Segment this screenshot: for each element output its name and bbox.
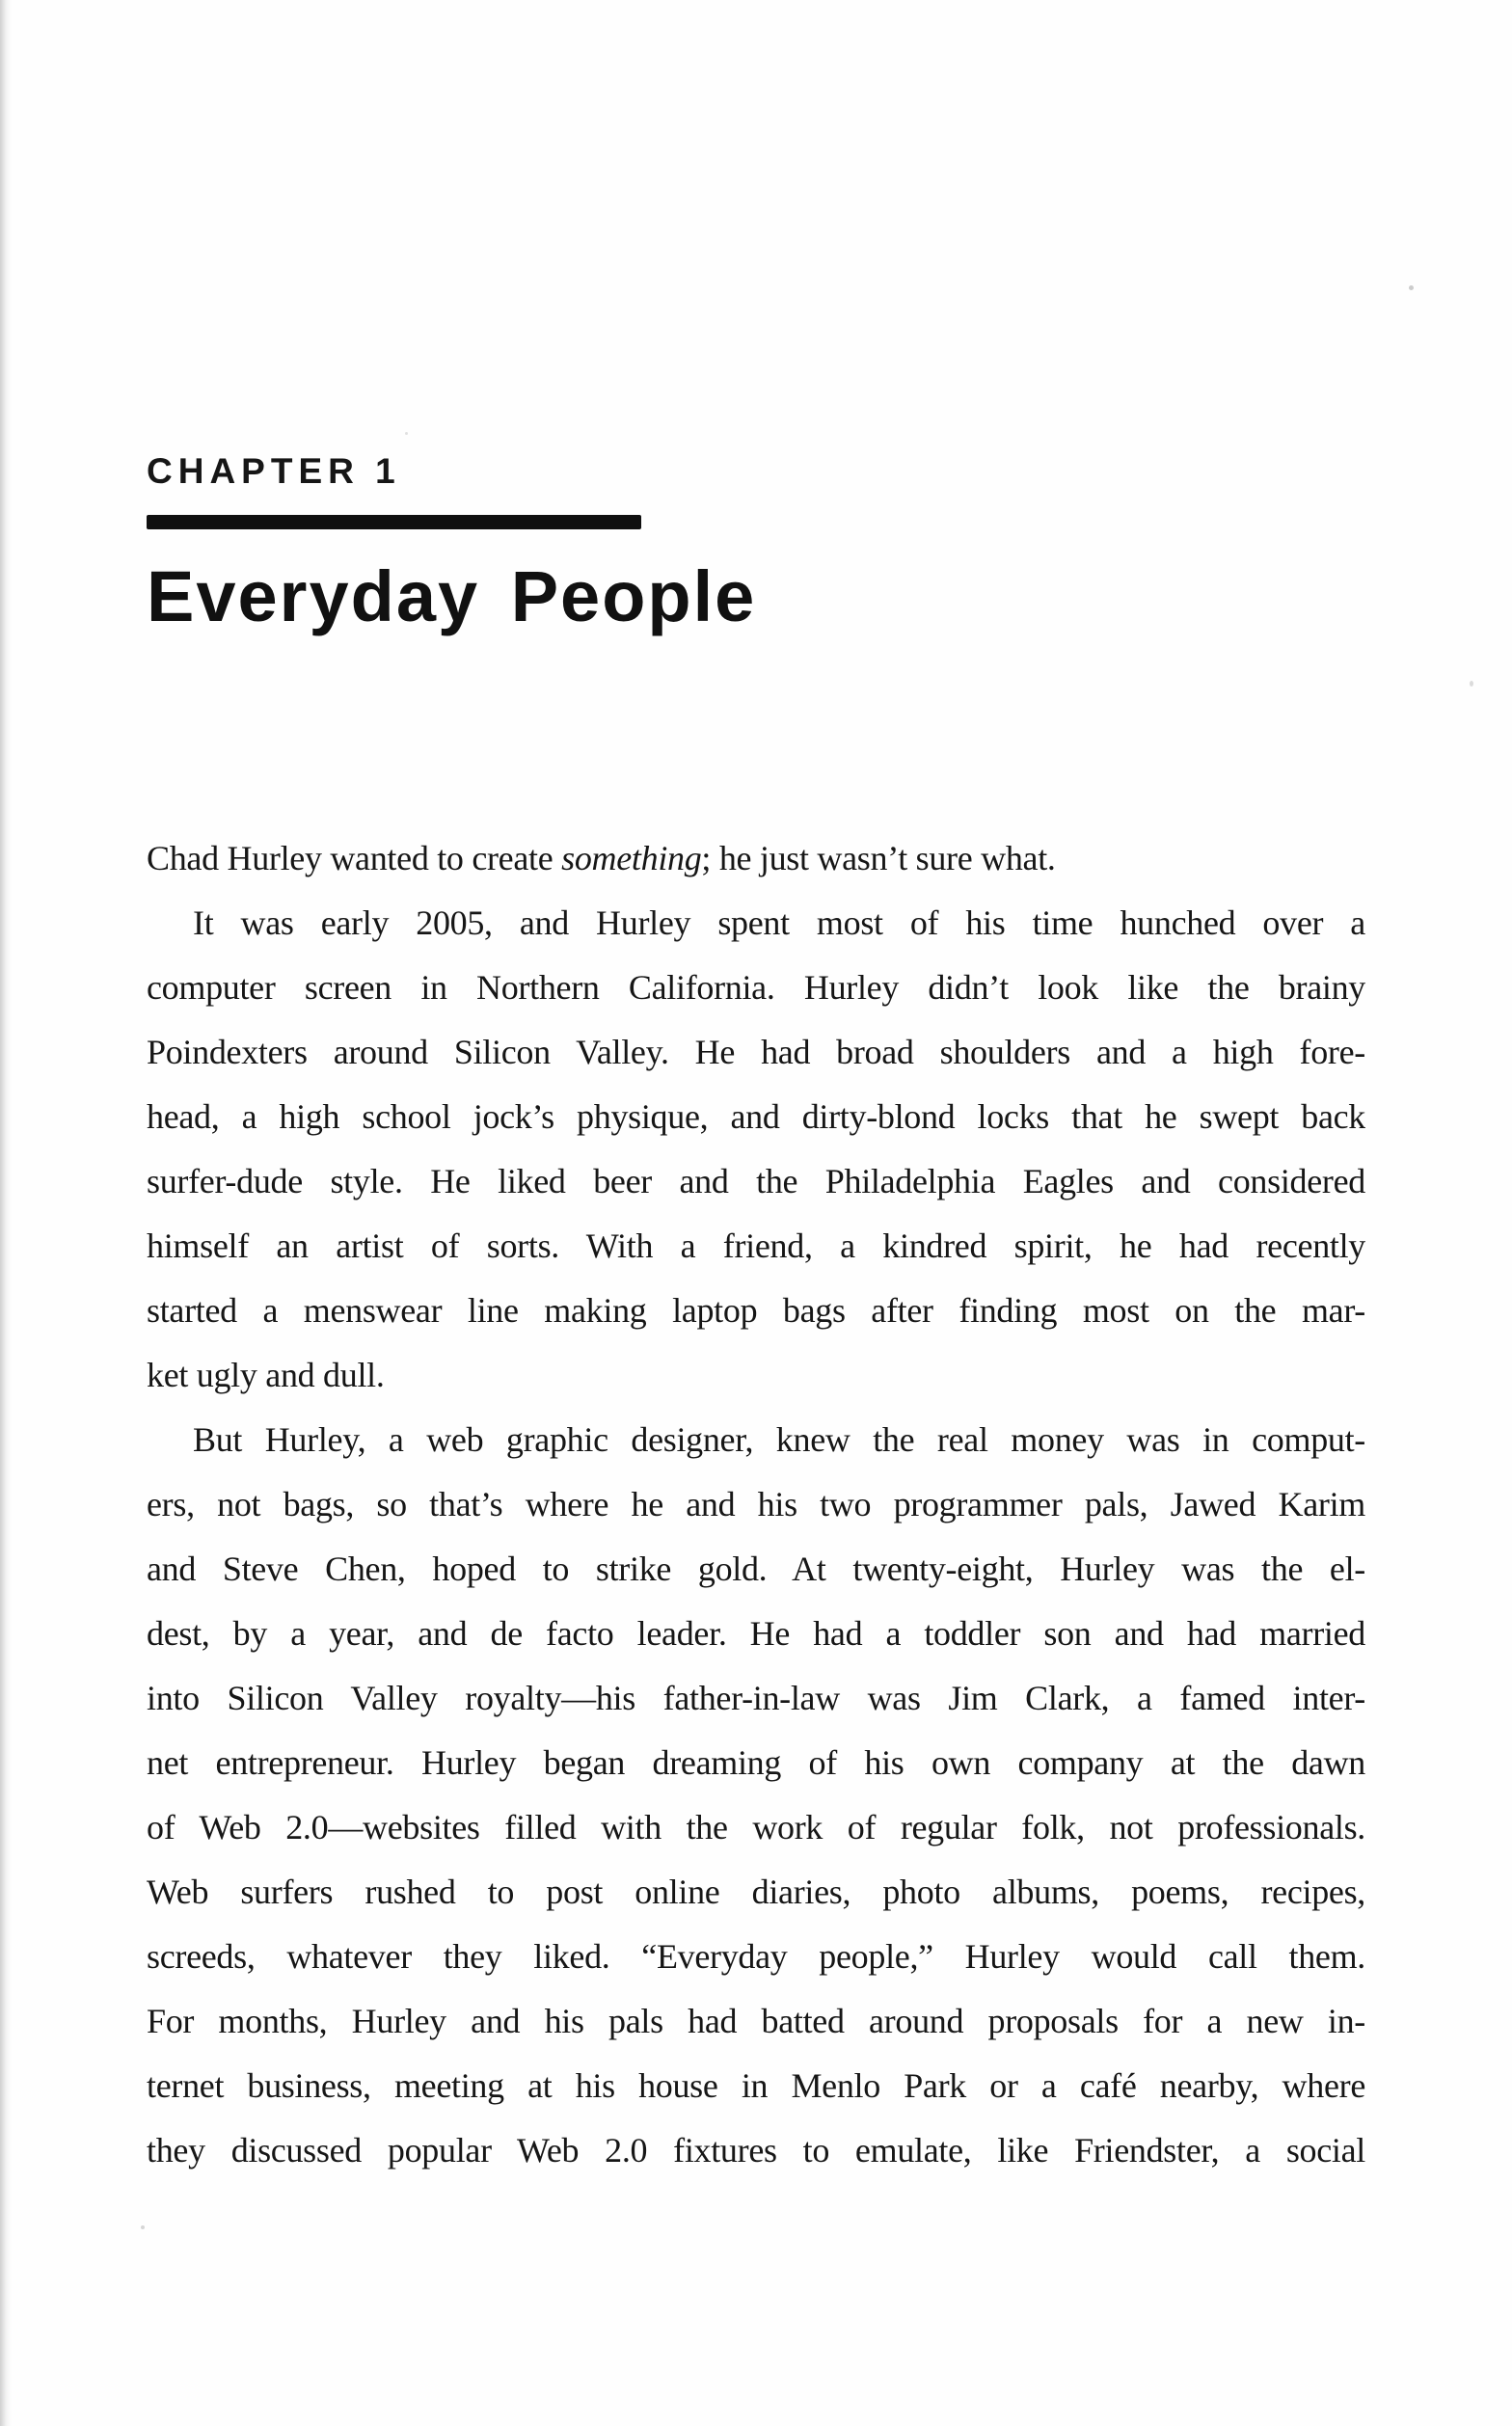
text-line: ers, not bags, so that’s where he and his two programmer pals, Jawed Karim (147, 1485, 1365, 1523)
text-line: screeds, whatever they liked. “Everyday people,” Hurley would call them. (147, 1937, 1365, 1976)
text-line: and Steve Chen, hoped to strike gold. At twenty-eight, Hurley was the el- (147, 1550, 1365, 1588)
scan-speck (1470, 681, 1473, 687)
text-line: of Web 2.0—websites filled with the work of regular folk, not professionals. (147, 1808, 1365, 1846)
body-text (147, 826, 1365, 2183)
text-line: ternet business, meeting at his house in Menlo Park or a café nearby, where (147, 2066, 1365, 2105)
text-line: ket ugly and dull. (147, 1356, 385, 1394)
text-line: Web surfers rushed to post online diaries, photo albums, poems, recipes, (147, 1873, 1365, 1911)
text-line: net entrepreneur. Hurley began dreaming of his own company at the dawn (147, 1743, 1365, 1782)
text-line: started a menswear line making laptop bags after finding most on the mar- (147, 1291, 1365, 1330)
text-line: head, a high school jock’s physique, and dirty-blond locks that he swept back (147, 1097, 1365, 1136)
text-line: But Hurley, a web graphic designer, knew the real money was in comput- (193, 1420, 1365, 1459)
text-line: himself an artist of sorts. With a friend, a kindred spirit, he had recently (147, 1226, 1365, 1265)
page-content (147, 453, 1365, 2183)
text-line: Poindexters around Silicon Valley. He had broad shoulders and a high fore- (147, 1033, 1365, 1071)
chapter-rule (147, 515, 641, 529)
text-line: It was early 2005, and Hurley spent most of his time hunched over a (193, 903, 1365, 942)
text-line: For months, Hurley and his pals had batted around proposals for a new in- (147, 2002, 1365, 2040)
scan-speck (405, 432, 408, 435)
chapter-title: Everyday People (147, 556, 757, 636)
page-edge-shadow (0, 0, 12, 2426)
text-line: dest, by a year, and de facto leader. He had a toddler son and had married (147, 1614, 1365, 1653)
text-line: surfer-dude style. He liked beer and the Philadelphia Eagles and considered (147, 1162, 1365, 1200)
text-line: computer screen in Northern California. Hurley didn’t look like the brainy (147, 968, 1365, 1007)
scan-speck (1409, 285, 1414, 290)
text-line: into Silicon Valley royalty—his father-in-law was Jim Clark, a famed inter- (147, 1679, 1365, 1717)
text-line: Chad Hurley wanted to create something; he just wasn’t sure what. (147, 839, 1056, 877)
scan-speck (141, 2225, 145, 2229)
text-line: they discussed popular Web 2.0 fixtures to emulate, like Friendster, a social (147, 2131, 1365, 2170)
chapter-kicker: CHAPTER 1 (147, 451, 401, 491)
